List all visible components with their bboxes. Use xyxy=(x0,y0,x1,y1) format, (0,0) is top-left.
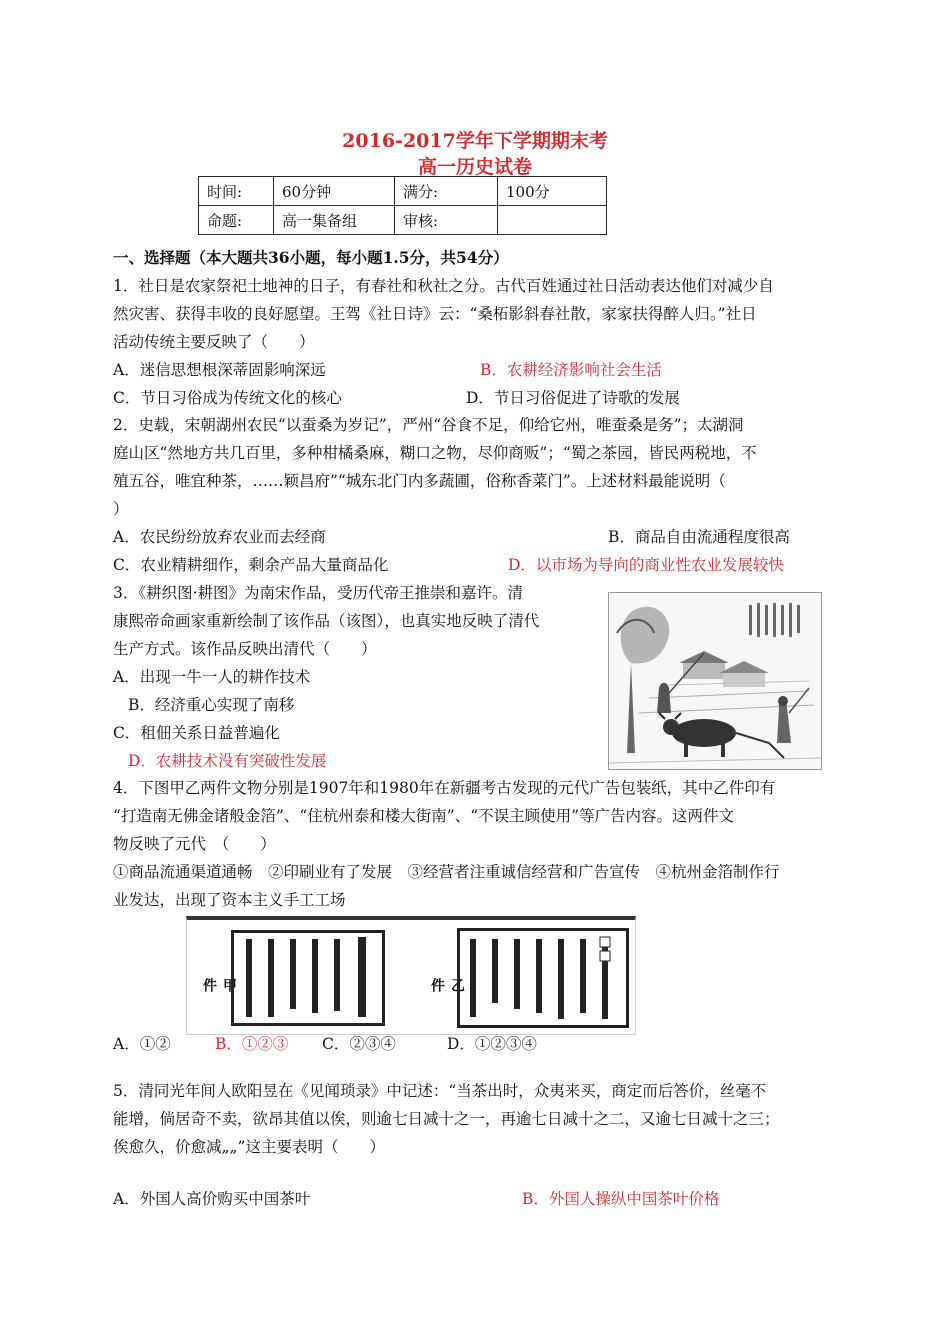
q4-line: ①商品流通渠道通畅 ②印刷业有了发展 ③经营者注重诚信经营和广告宣传 ④杭州金箔制作行 xyxy=(113,863,780,881)
q5-option-b: B．外国人操纵中国茶叶价格 xyxy=(522,1190,720,1208)
q1-option-b: B．农耕经济影响社会生活 xyxy=(480,361,662,379)
farming-painting xyxy=(608,592,822,770)
q2-line: ） xyxy=(113,500,129,518)
q3-line: 3．《耕织图·耕图》为南宋作品，受历代帝王推崇和嘉许。清 xyxy=(113,584,524,602)
fig-label-jia: 甲件 xyxy=(201,978,237,1008)
artifact-figure xyxy=(186,916,636,1035)
q4-line: “打造南无佛金诸般金箔”、“住杭州泰和楼大街南”、“不误主顾使用”等广告内容。这两件文 xyxy=(113,807,735,825)
fig-label-yi: 乙件 xyxy=(429,978,465,1008)
q3-line: 康熙帝命画家重新绘制了该作品（该图），也真实地反映了清代 xyxy=(113,612,540,630)
q4-option-a: A．①② xyxy=(113,1035,171,1053)
q4-option-b: B．①②③ xyxy=(215,1035,289,1053)
score-value: 100分 xyxy=(498,177,607,206)
exam-title: 2016-2017学年下学期期末考 xyxy=(342,130,608,152)
q5-line: 能增，倘居奇不卖，欲昂其值以俟，则逾七日减十之一，再逾七日减十之二，又逾七日减十之三； xyxy=(113,1110,780,1128)
q5-line: 5．清同光年间人欧阳昱在《见闻琐录》中记述：“当茶出时，众夷来买，商定而后答价，丝毫不 xyxy=(113,1082,767,1100)
score-label: 满分: xyxy=(395,177,498,206)
review-value xyxy=(498,206,607,235)
info-table xyxy=(198,176,607,235)
review-label: 审核: xyxy=(395,206,498,235)
author-label: 命题: xyxy=(199,206,274,235)
q2-option-b: B．商品自由流通程度很高 xyxy=(608,528,790,546)
q1-option-a: A．迷信思想根深蒂固影响深远 xyxy=(113,361,326,379)
q1-option-d: D．节日习俗促进了诗歌的发展 xyxy=(466,389,680,407)
q4-line: 4．下图甲乙两件文物分别是1907年和1980年在新疆考古发现的元代广告包装纸，其中乙件印有 xyxy=(113,779,776,797)
time-label: 时间: xyxy=(199,177,274,206)
q1-line: 活动传统主要反映了（ ） xyxy=(113,333,315,351)
q2-line: 殖五谷，唯宜种茶，……颖昌府”“城东北门内多蔬圃，俗称香菜门”。上述材料最能说明（ xyxy=(113,472,726,490)
q2-line: 2．史载，宋朝湖州农民“以蚕桑为岁记”，严州“谷食不足，仰给它州，唯蚕桑是务”；太湖洞 xyxy=(113,416,744,434)
q1-option-c: C．节日习俗成为传统文化的核心 xyxy=(113,389,342,407)
q3-option-a: A．出现一牛一人的耕作技术 xyxy=(113,668,311,686)
q5-option-a: A．外国人高价购买中国茶叶 xyxy=(113,1190,311,1208)
q1-line: 然灾害、获得丰收的良好愿望。王驾《社日诗》云：“桑柘影斜春社散，家家扶得醉人归。”社日 xyxy=(113,305,757,323)
exam-subtitle: 高一历史试卷 xyxy=(417,156,532,178)
q2-option-c: C．农业精耕细作，剩余产品大量商品化 xyxy=(113,556,389,574)
q4-option-d: D．①②③④ xyxy=(447,1035,537,1053)
time-value: 60分钟 xyxy=(274,177,395,206)
q4-line: 物反映了元代 （ ） xyxy=(113,835,276,853)
q5-line: 俟愈久，价愈减„„”这主要表明（ ） xyxy=(113,1138,385,1156)
q2-option-a: A．农民纷纷放弃农业而去经商 xyxy=(113,528,326,546)
q3-option-b: B．经济重心实现了南移 xyxy=(128,696,295,714)
q3-line: 生产方式。该作品反映出清代（ ） xyxy=(113,640,377,658)
q4-line: 业发达，出现了资本主义手工工场 xyxy=(113,891,346,909)
q4-option-c: C．②③④ xyxy=(322,1035,396,1053)
artifact-yi xyxy=(457,928,629,1028)
artifact-jia xyxy=(231,930,385,1026)
q1-line: 1．社日是农家祭祀土地神的日子，有春社和秋社之分。古代百姓通过社日活动表达他们对减少自 xyxy=(113,277,774,295)
section-heading: 一、选择题（本大题共36小题，每小题1.5分，共54分） xyxy=(113,248,509,267)
author-value: 高一集备组 xyxy=(274,206,395,235)
q2-line: 庭山区“然地方共几百里，多种柑橘桑麻，糊口之物，尽仰商贩”；“蜀之茶园，皆民两税地，不 xyxy=(113,444,757,462)
q2-option-d: D．以市场为导向的商业性农业发展较快 xyxy=(508,556,784,574)
q3-option-c: C．租佃关系日益普遍化 xyxy=(113,724,280,742)
q3-option-d: D．农耕技术没有突破性发展 xyxy=(128,752,327,770)
